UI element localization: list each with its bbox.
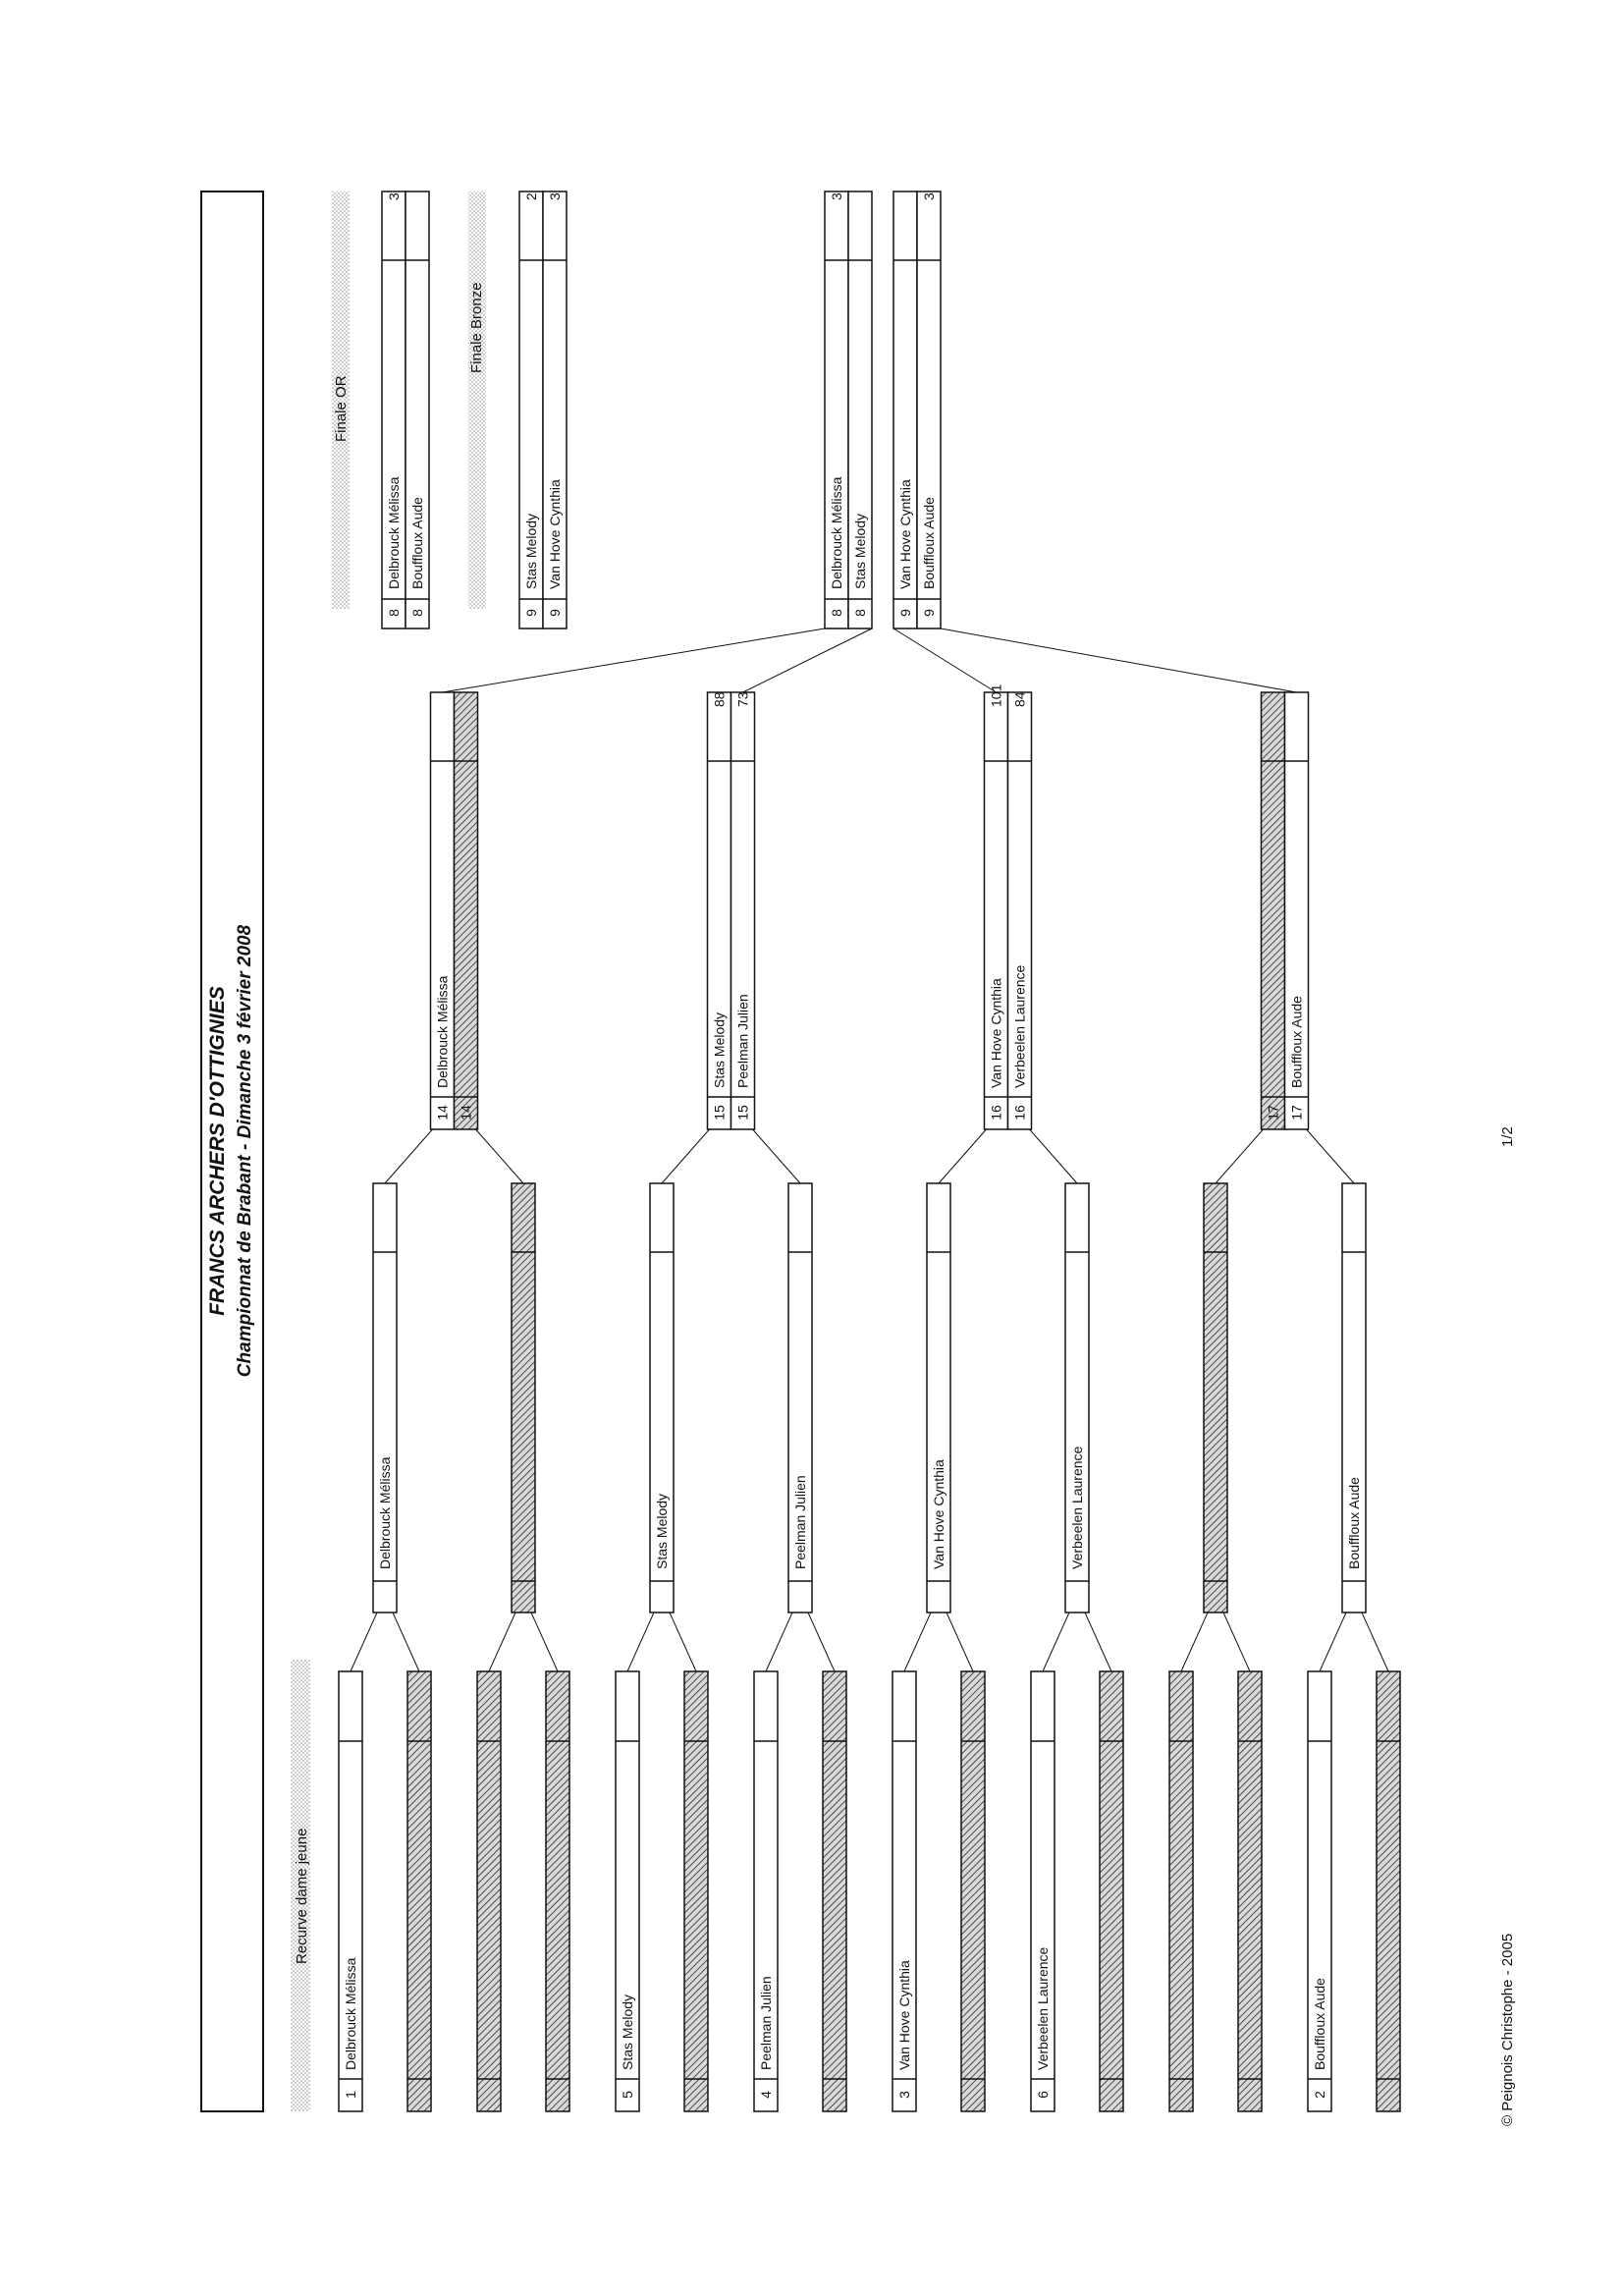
round-3 <box>431 683 1309 1129</box>
round1-slot <box>546 1671 569 2111</box>
category-label: Recurve dame jeune <box>294 1828 310 1964</box>
round1-slot <box>1308 1671 1331 2111</box>
round1-slot <box>477 1671 501 2111</box>
slot-number: 8 <box>409 609 425 617</box>
gold-final-slot <box>406 191 429 629</box>
connector-line <box>489 1613 515 1671</box>
connector-line <box>1085 1613 1111 1671</box>
connector-line <box>904 1613 931 1671</box>
round2-slot <box>1342 1183 1366 1613</box>
round-1 <box>339 1671 1400 2111</box>
semifinal-slot <box>825 191 848 629</box>
page-subtitle: Championnat de Brabant - Dimanche 3 février 2008 <box>235 924 255 1378</box>
round1-slot <box>1238 1671 1262 2111</box>
connector-line <box>941 629 1297 692</box>
round2-slot <box>788 1183 812 1613</box>
page-title: FRANCS ARCHERS D'OTTIGNIES <box>206 986 229 1316</box>
bracket-connectors <box>351 629 1388 1671</box>
round1-slot <box>1377 1671 1400 2111</box>
connector-line <box>1307 1129 1355 1183</box>
slot-score: 84 <box>1011 691 1028 707</box>
round2-slot <box>373 1183 397 1613</box>
slot-score: 3 <box>386 192 402 200</box>
slot-number: 9 <box>547 609 563 617</box>
slot-number: 9 <box>523 609 539 617</box>
slot-score: 2 <box>523 192 539 200</box>
slot-number: 6 <box>1035 2091 1051 2099</box>
copyright-notice: © Peignois Christophe - 2005 <box>1499 1933 1516 2126</box>
slot-number: 5 <box>620 2091 635 2099</box>
connector-line <box>385 1129 433 1183</box>
connector-line <box>443 629 826 692</box>
bronze-final-slot <box>543 191 567 629</box>
semifinal-slot <box>917 191 941 629</box>
slot-name: Delbrouck Mélissa <box>377 1456 393 1569</box>
round1-slot <box>339 1671 362 2111</box>
round1-slot <box>407 1671 431 2111</box>
round1-slot <box>823 1671 846 2111</box>
connector-line <box>1320 1613 1346 1671</box>
connector-line <box>766 1613 792 1671</box>
bronze-final-slot <box>519 191 543 629</box>
connector-line <box>393 1613 419 1671</box>
bronze-final-label: Finale Bronze <box>468 282 485 373</box>
slot-name: Verbeelen Laurence <box>1011 964 1028 1088</box>
slot-number: 9 <box>897 609 913 617</box>
semifinal-slot <box>848 191 872 629</box>
round-2 <box>373 1183 1366 1613</box>
connector-line <box>531 1613 558 1671</box>
connector-line <box>753 1129 801 1183</box>
slot-score: 3 <box>829 192 844 200</box>
slot-number: 14 <box>458 1105 474 1121</box>
slot-number: 8 <box>829 609 844 617</box>
connector-line <box>1216 1129 1264 1183</box>
slot-name: Van Hove Cynthia <box>988 978 1004 1088</box>
connector-line <box>627 1613 654 1671</box>
round2-slot <box>927 1183 950 1613</box>
round3-slot <box>708 691 731 1129</box>
slot-name: Peelman Julien <box>792 1475 808 1569</box>
slot-name: Stas Melody <box>523 513 539 589</box>
gold-final-slot <box>382 191 406 629</box>
round1-slot <box>684 1671 708 2111</box>
slot-number: 16 <box>1011 1105 1028 1121</box>
connector-line <box>1030 1129 1078 1183</box>
slot-number: 8 <box>852 609 868 617</box>
slot-number: 15 <box>711 1105 728 1121</box>
slot-score: 3 <box>547 192 563 200</box>
slot-name: Delbrouck Mélissa <box>829 476 844 589</box>
slot-name: Delbrouck Mélissa <box>434 975 451 1088</box>
connector-line <box>476 1129 524 1183</box>
round2-slot <box>1204 1183 1227 1613</box>
slot-score: 3 <box>921 192 937 200</box>
round1-slot <box>1031 1671 1055 2111</box>
slot-number: 14 <box>434 1105 451 1121</box>
connector-line <box>893 629 997 692</box>
slot-name: Stas Melody <box>852 513 868 589</box>
round1-slot <box>1100 1671 1123 2111</box>
slot-name: Van Hove Cynthia <box>547 479 563 589</box>
slot-number: 3 <box>896 2091 912 2099</box>
connector-line <box>947 1613 973 1671</box>
connector-line <box>1043 1613 1069 1671</box>
slot-number: 2 <box>1312 2091 1327 2099</box>
round2-slot <box>650 1183 674 1613</box>
round1-slot <box>754 1671 778 2111</box>
round3-slot <box>1008 691 1032 1129</box>
round1-slot <box>1169 1671 1193 2111</box>
connector-line <box>939 1129 987 1183</box>
connector-line <box>1223 1613 1250 1671</box>
slot-name: Van Hove Cynthia <box>931 1459 947 1569</box>
slot-number: 17 <box>1288 1105 1305 1121</box>
connector-line <box>351 1613 377 1671</box>
slot-number: 16 <box>988 1105 1004 1121</box>
round3-slot <box>431 692 455 1129</box>
gold-final-label: Finale OR <box>333 375 350 442</box>
slot-name: Bouffloux Aude <box>1288 996 1305 1088</box>
connector-line <box>662 1129 710 1183</box>
semifinals <box>825 191 941 629</box>
slot-number: 9 <box>921 609 937 617</box>
slot-name: Bouffloux Aude <box>921 497 937 589</box>
connector-line <box>670 1613 696 1671</box>
slot-name: Stas Melody <box>620 1994 635 2070</box>
slot-number: 17 <box>1265 1105 1281 1121</box>
connector-line <box>743 629 873 692</box>
connector-line <box>1362 1613 1388 1671</box>
round3-slot <box>731 691 755 1129</box>
slot-name: Bouffloux Aude <box>1312 1978 1327 2070</box>
slot-number: 15 <box>734 1105 751 1121</box>
round1-slot <box>893 1671 916 2111</box>
slot-name: Bouffloux Aude <box>1346 1477 1362 1569</box>
connector-line <box>808 1613 835 1671</box>
round3-slot <box>1262 692 1285 1129</box>
round1-slot <box>616 1671 639 2111</box>
round3-slot <box>1285 692 1309 1129</box>
round2-slot <box>512 1183 535 1613</box>
slot-name: Delbrouck Mélissa <box>343 1957 358 2070</box>
slot-name: Stas Melody <box>711 1011 728 1088</box>
slot-number: 4 <box>758 2091 774 2099</box>
slot-name: Van Hove Cynthia <box>896 1960 912 2070</box>
slot-number: 8 <box>386 609 402 617</box>
slot-name: Peelman Julien <box>758 1976 774 2070</box>
bronze-label-band <box>468 191 486 609</box>
slot-name: Bouffloux Aude <box>409 497 425 589</box>
slot-name: Van Hove Cynthia <box>897 479 913 589</box>
slot-name: Delbrouck Mélissa <box>386 476 402 589</box>
slot-score: 101 <box>988 683 1004 707</box>
page-number: 1/2 <box>1499 1126 1516 1147</box>
semifinal-slot <box>893 191 917 629</box>
round1-slot <box>961 1671 985 2111</box>
slot-name: Verbeelen Laurence <box>1069 1446 1085 1569</box>
round2-slot <box>1065 1183 1089 1613</box>
slot-name: Peelman Julien <box>734 994 751 1088</box>
round3-slot <box>455 692 478 1129</box>
slot-name: Stas Melody <box>654 1493 670 1569</box>
slot-number: 1 <box>343 2091 358 2099</box>
slot-name: Verbeelen Laurence <box>1035 1946 1051 2070</box>
slot-score: 73 <box>734 691 751 707</box>
slot-score: 88 <box>711 691 728 707</box>
connector-line <box>1181 1613 1208 1671</box>
round3-slot <box>985 683 1008 1129</box>
